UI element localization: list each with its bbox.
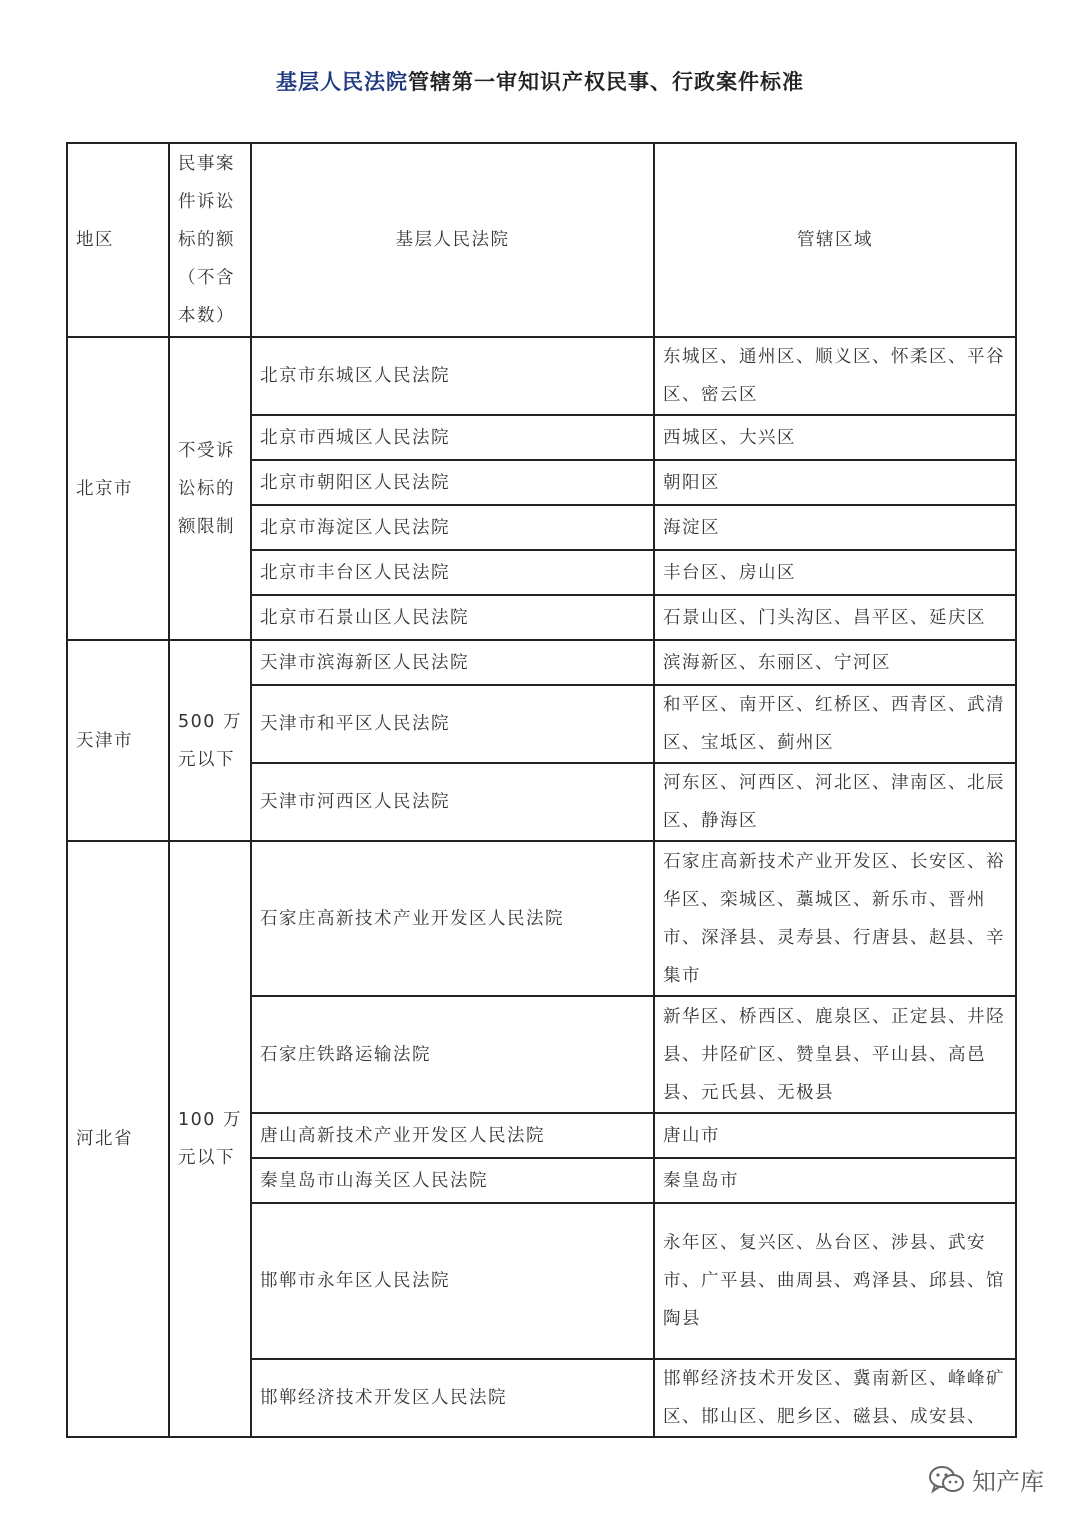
table-row — [67, 640, 1016, 685]
table-row — [67, 337, 1016, 415]
area-cell: 邯郸经济技术开发区、冀南新区、峰峰矿区、邯山区、肥乡区、磁县、成安县、 — [654, 1359, 1016, 1437]
court-cell: 北京市西城区人民法院 — [251, 415, 654, 460]
header-area: 管辖区域 — [654, 143, 1016, 337]
watermark — [928, 1462, 1044, 1497]
area-cell: 海淀区 — [654, 505, 1016, 550]
title-highlight: 基层人民法院 — [276, 70, 408, 94]
area-cell: 河东区、河西区、河北区、津南区、北辰区、静海区 — [654, 763, 1016, 841]
amount-cell: 500 万元以下 — [169, 640, 251, 841]
region-cell: 北京市 — [67, 337, 169, 640]
header-court: 基层人民法院 — [251, 143, 654, 337]
court-cell: 北京市海淀区人民法院 — [251, 505, 654, 550]
area-cell: 秦皇岛市 — [654, 1158, 1016, 1203]
court-cell: 邯郸经济技术开发区人民法院 — [251, 1359, 654, 1437]
court-cell: 北京市石景山区人民法院 — [251, 595, 654, 640]
jurisdiction-table — [66, 142, 1017, 1438]
page-title — [0, 66, 1080, 96]
area-cell: 西城区、大兴区 — [654, 415, 1016, 460]
area-cell: 永年区、复兴区、丛台区、涉县、武安市、广平县、曲周县、鸡泽县、邱县、馆陶县 — [654, 1203, 1016, 1359]
title-rest: 管辖第一审知识产权民事、行政案件标准 — [408, 70, 804, 94]
court-cell: 石家庄高新技术产业开发区人民法院 — [251, 841, 654, 996]
court-cell: 石家庄铁路运输法院 — [251, 996, 654, 1113]
court-cell: 北京市丰台区人民法院 — [251, 550, 654, 595]
area-cell: 和平区、南开区、红桥区、西青区、武清区、宝坻区、蓟州区 — [654, 685, 1016, 763]
header-amount: 民事案件诉讼标的额（不含本数） — [169, 143, 251, 337]
wechat-icon — [928, 1464, 966, 1496]
court-cell: 北京市东城区人民法院 — [251, 337, 654, 415]
court-cell: 邯郸市永年区人民法院 — [251, 1203, 654, 1359]
area-cell: 新华区、桥西区、鹿泉区、正定县、井陉县、井陉矿区、赞皇县、平山县、高邑县、元氏县、无极县 — [654, 996, 1016, 1113]
area-cell: 滨海新区、东丽区、宁河区 — [654, 640, 1016, 685]
court-cell: 秦皇岛市山海关区人民法院 — [251, 1158, 654, 1203]
area-cell: 东城区、通州区、顺义区、怀柔区、平谷区、密云区 — [654, 337, 1016, 415]
court-cell: 唐山高新技术产业开发区人民法院 — [251, 1113, 654, 1158]
area-cell: 丰台区、房山区 — [654, 550, 1016, 595]
amount-cell: 不受诉讼标的额限制 — [169, 337, 251, 640]
court-cell: 天津市河西区人民法院 — [251, 763, 654, 841]
header-region: 地区 — [67, 143, 169, 337]
area-cell: 唐山市 — [654, 1113, 1016, 1158]
region-cell: 河北省 — [67, 841, 169, 1437]
court-cell: 北京市朝阳区人民法院 — [251, 460, 654, 505]
header-row — [67, 143, 1016, 337]
table-row — [67, 841, 1016, 996]
area-cell: 石家庄高新技术产业开发区、长安区、裕华区、栾城区、藁城区、新乐市、晋州市、深泽县、灵寿县、行唐县、赵县、辛集市 — [654, 841, 1016, 996]
area-cell: 石景山区、门头沟区、昌平区、延庆区 — [654, 595, 1016, 640]
area-cell: 朝阳区 — [654, 460, 1016, 505]
amount-cell: 100 万元以下 — [169, 841, 251, 1437]
court-cell: 天津市滨海新区人民法院 — [251, 640, 654, 685]
court-cell: 天津市和平区人民法院 — [251, 685, 654, 763]
region-cell: 天津市 — [67, 640, 169, 841]
watermark-text: 知产库 — [972, 1468, 1044, 1496]
